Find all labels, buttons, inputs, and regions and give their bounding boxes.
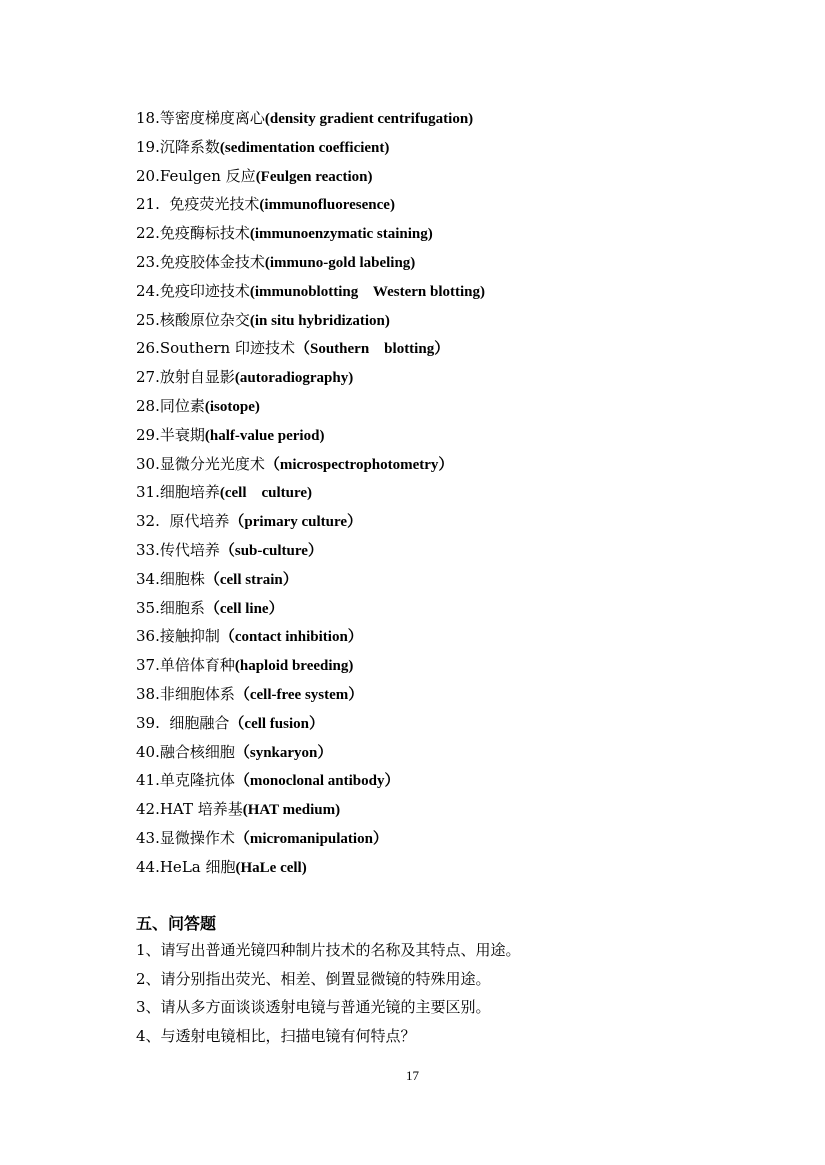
term-item xyxy=(136,680,485,709)
term-english: (in situ hybridization) xyxy=(249,312,390,329)
term-english: （Southern blotting） xyxy=(295,341,450,358)
term-chinese: 21. 免疫荧光技术 xyxy=(136,195,260,214)
term-english: （sub-culture） xyxy=(219,542,323,559)
term-chinese: 35.细胞系 xyxy=(136,598,205,617)
term-english: (sedimentation coefficient) xyxy=(219,139,390,156)
term-chinese: 26.Southern 印迹技术 xyxy=(136,339,295,358)
term-english: (immuno-gold labeling) xyxy=(264,254,416,271)
term-item xyxy=(136,219,485,248)
term-chinese: 27.放射自显影 xyxy=(136,368,235,387)
term-chinese: 42.HAT 培养基 xyxy=(136,800,243,819)
term-item xyxy=(136,363,485,392)
term-item xyxy=(136,190,485,219)
term-english: （contact inhibition） xyxy=(219,629,363,646)
term-english: （micromanipulation） xyxy=(234,830,388,847)
term-chinese: 39. 细胞融合 xyxy=(136,713,230,732)
term-item xyxy=(136,565,485,594)
term-item xyxy=(136,853,485,882)
term-english: (isotope) xyxy=(204,398,260,415)
term-chinese: 40.融合核细胞 xyxy=(136,742,235,761)
term-english: （primary culture） xyxy=(229,514,363,531)
term-item xyxy=(136,392,485,421)
term-item xyxy=(136,248,485,277)
term-item xyxy=(136,507,485,536)
term-item xyxy=(136,478,485,507)
page-number: 17 xyxy=(406,1068,419,1083)
term-chinese: 30.显微分光光度术 xyxy=(136,454,265,473)
term-item xyxy=(136,536,485,565)
term-chinese: 28.同位素 xyxy=(136,396,205,415)
term-chinese: 43.显微操作术 xyxy=(136,828,235,847)
term-chinese: 25.核酸原位杂交 xyxy=(136,310,250,329)
term-english: （synkaryon） xyxy=(234,744,333,761)
term-item xyxy=(136,306,485,335)
term-english: (HAT medium) xyxy=(242,802,341,819)
section-title: 五、问答题 xyxy=(136,914,217,933)
term-item xyxy=(136,162,485,191)
term-chinese: 44.HeLa 细胞 xyxy=(136,857,236,876)
question-item: 2、请分别指出荧光、相差、倒置显微镜的特殊用途。 xyxy=(136,969,491,988)
term-item xyxy=(136,277,485,306)
term-chinese: 38.非细胞体系 xyxy=(136,684,235,703)
question-item: 1、请写出普通光镜四种制片技术的名称及其特点、用途。 xyxy=(136,941,521,959)
term-english: (immunoblotting Western blotting) xyxy=(249,283,486,300)
term-item xyxy=(136,104,485,133)
term-list xyxy=(136,104,485,882)
term-chinese: 31.细胞培养 xyxy=(136,483,220,502)
term-chinese: 41.单克隆抗体 xyxy=(136,771,235,790)
term-english: (Feulgen reaction) xyxy=(255,168,373,185)
term-english: （cell line） xyxy=(204,600,284,617)
term-chinese: 36.接触抑制 xyxy=(136,627,220,646)
term-chinese: 32. 原代培养 xyxy=(136,512,230,531)
term-chinese: 29.半衰期 xyxy=(136,425,205,444)
question-item: 3、请从多方面谈谈透射电镜与普通光镜的主要区别。 xyxy=(136,998,491,1017)
term-english: (cell culture) xyxy=(219,485,313,502)
term-english: (autoradiography) xyxy=(234,370,354,387)
term-english: （cell strain） xyxy=(204,571,298,588)
term-english: (immunoenzymatic staining) xyxy=(249,226,433,243)
term-item xyxy=(136,738,485,767)
term-item xyxy=(136,334,485,363)
term-item xyxy=(136,421,485,450)
term-english: (immunofluoresence) xyxy=(259,197,395,214)
term-item xyxy=(136,795,485,824)
term-chinese: 22.免疫酶标技术 xyxy=(136,224,250,243)
term-chinese: 24.免疫印迹技术 xyxy=(136,281,250,300)
term-chinese: 37.单倍体育种 xyxy=(136,656,235,675)
term-english: (half-value period) xyxy=(204,427,325,444)
term-chinese: 20.Feulgen 反应 xyxy=(136,166,256,185)
term-item xyxy=(136,622,485,651)
term-english: （cell fusion） xyxy=(229,715,324,732)
term-chinese: 34.细胞株 xyxy=(136,569,205,588)
term-item xyxy=(136,594,485,623)
term-english: (density gradient centrifugation) xyxy=(264,111,474,127)
question-list xyxy=(136,936,521,1050)
term-item xyxy=(136,651,485,680)
term-english: (HaLe cell) xyxy=(235,859,307,876)
term-item xyxy=(136,450,485,479)
term-chinese: 18.等密度梯度离心 xyxy=(136,109,265,127)
term-item xyxy=(136,133,485,162)
term-english: （microspectrophotometry） xyxy=(264,456,454,473)
term-item xyxy=(136,824,485,853)
term-chinese: 19.沉降系数 xyxy=(136,137,220,156)
term-chinese: 23.免疫胶体金技术 xyxy=(136,252,265,271)
term-chinese: 33.传代培养 xyxy=(136,540,220,559)
question-item: 4、与透射电镜相比，扫描电镜有何特点？ xyxy=(136,1026,416,1045)
term-english: (haploid breeding) xyxy=(234,658,354,675)
term-english: （cell-free system） xyxy=(234,686,364,703)
term-item xyxy=(136,709,485,738)
term-item xyxy=(136,766,485,795)
term-english: （monoclonal antibody） xyxy=(234,773,400,790)
